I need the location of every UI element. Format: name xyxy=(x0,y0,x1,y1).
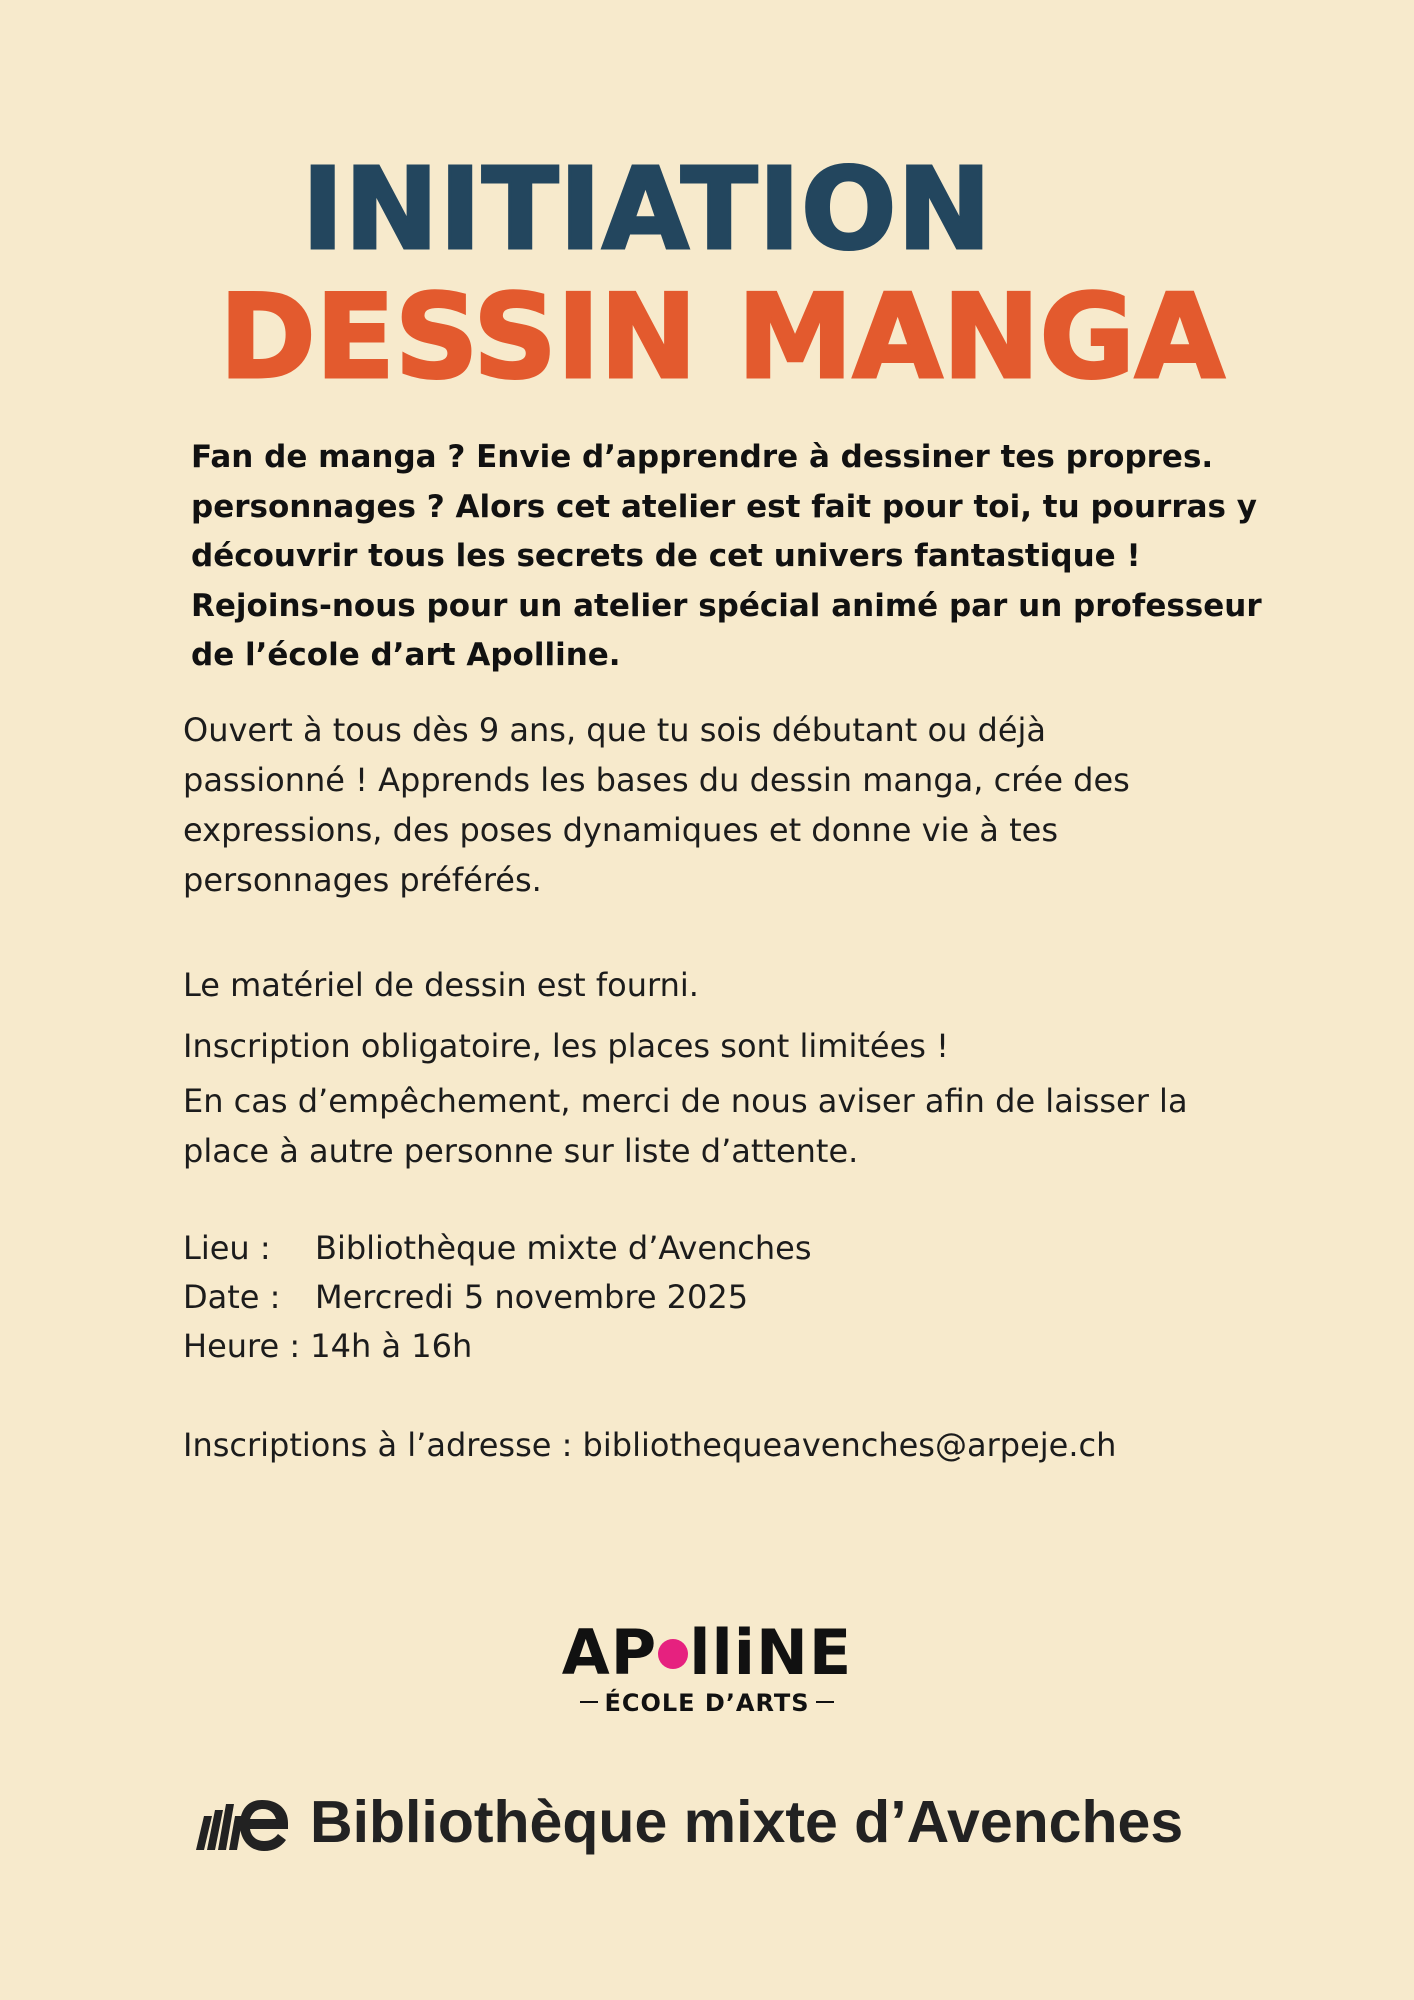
pink-dot-icon xyxy=(658,1639,688,1669)
intro-line: Fan de manga ? Envie d’apprendre à dessiner tes propres. xyxy=(191,439,1214,475)
place-row xyxy=(183,1223,812,1273)
material-note xyxy=(183,960,699,1010)
time-row xyxy=(183,1321,472,1371)
title-dessin-manga: DESSIN MANGA xyxy=(219,270,1225,405)
intro-line: découvrir tous les secrets de cet univers fantastique ! xyxy=(191,538,1141,574)
description-line: Ouvert à tous dès 9 ans, que tu sois débutant ou déjà xyxy=(183,711,1046,749)
library-logo-icon xyxy=(192,1790,292,1854)
intro-line: Rejoins-nous pour un atelier spécial animé par un professeur xyxy=(191,587,1262,624)
date-label: Date : xyxy=(183,1278,281,1316)
intro-line: personnages ? Alors cet atelier est fait pour toi, tu pourras y xyxy=(191,488,1257,525)
description-line: expressions, des poses dynamiques et donne vie à tes xyxy=(183,811,1058,849)
intro-line: de l’école d’art Apolline. xyxy=(191,637,621,673)
place-label: Lieu : xyxy=(183,1229,271,1267)
cancellation-line: place à autre personne sur liste d’attente. xyxy=(183,1132,859,1170)
registration-text: Inscription obligatoire, les places sont limitées ! xyxy=(183,1027,949,1065)
place-value: Bibliothèque mixte d’Avenches xyxy=(315,1229,812,1267)
cancellation-line: En cas d’empêchement, merci de nous aviser afin de laisser la xyxy=(183,1082,1188,1120)
cancellation-paragraph xyxy=(183,1076,1188,1176)
dash-right xyxy=(816,1701,834,1703)
description-line: passionné ! Apprends les bases du dessin manga, crée des xyxy=(183,761,1130,799)
description-paragraph xyxy=(183,705,1130,905)
description-line: personnages préférés. xyxy=(183,861,542,899)
apolline-wordmark xyxy=(0,1618,1414,1688)
wordmark-part2: lliNE xyxy=(689,1616,853,1689)
subtitle-text: ÉCOLE D’ARTS xyxy=(604,1689,810,1717)
time-label: Heure : xyxy=(183,1327,301,1365)
intro-paragraph xyxy=(191,433,1291,681)
time-value: 14h à 16h xyxy=(310,1327,473,1365)
registration-note xyxy=(183,1021,949,1071)
library-footer xyxy=(192,1782,1183,1862)
material-text: Le matériel de dessin est fourni. xyxy=(183,966,699,1004)
signup-line xyxy=(183,1420,1116,1470)
dash-left xyxy=(580,1701,598,1703)
wordmark-part1: AP xyxy=(561,1616,658,1689)
apolline-subtitle xyxy=(0,1688,1414,1718)
library-name: Bibliothèque mixte d’Avenches xyxy=(310,1789,1184,1855)
title-initiation: INITIATION xyxy=(301,145,993,275)
date-value: Mercredi 5 novembre 2025 xyxy=(315,1278,749,1316)
signup-text: Inscriptions à l’adresse : bibliothequeavenches@arpeje.ch xyxy=(183,1426,1117,1464)
apolline-logo xyxy=(0,1618,1414,1718)
date-row xyxy=(183,1272,748,1322)
